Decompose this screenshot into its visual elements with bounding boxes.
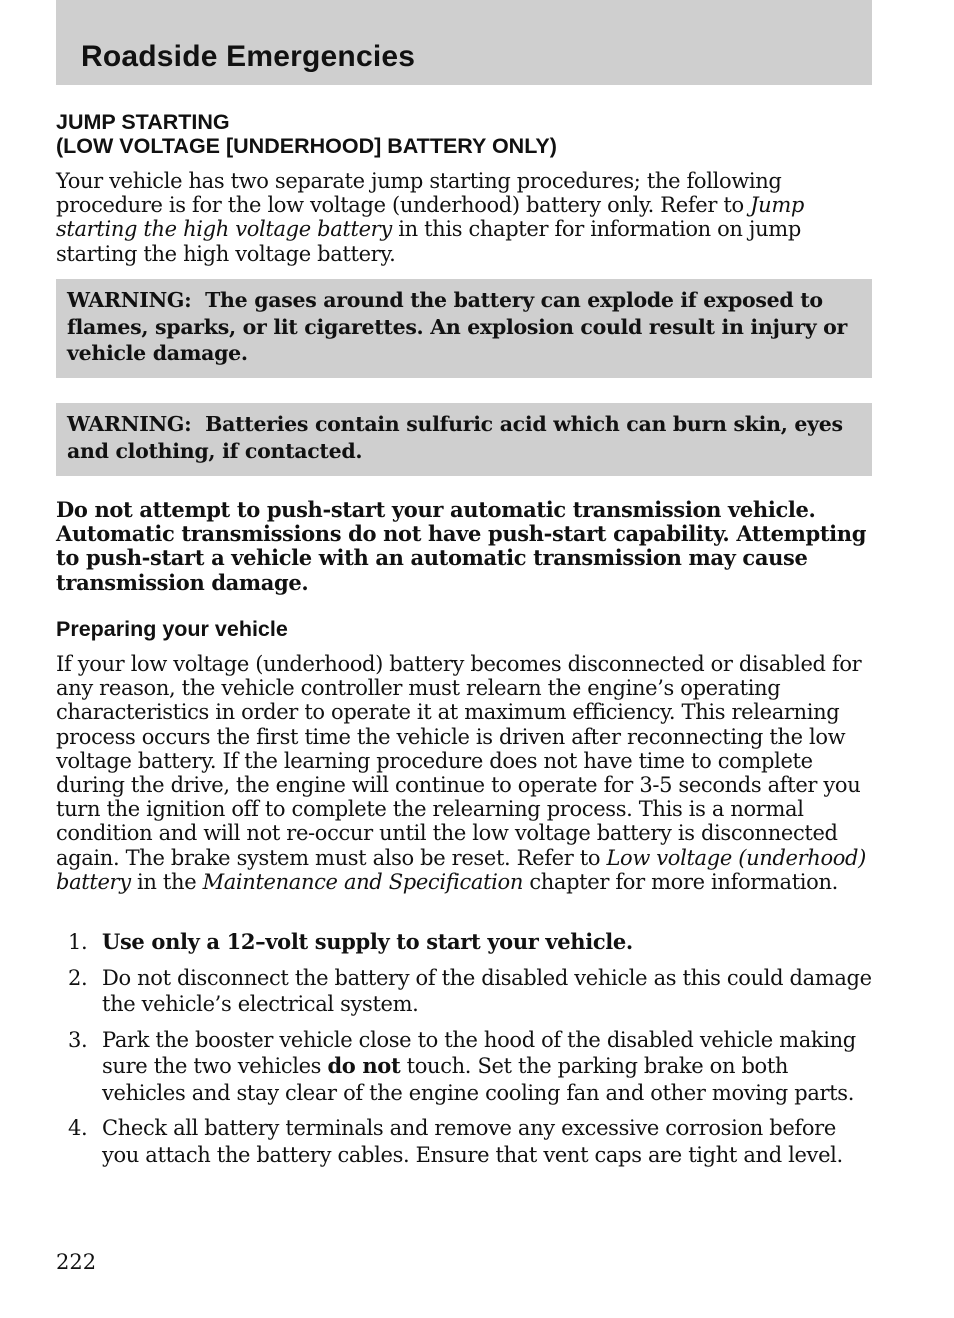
list-item (56, 1027, 876, 1107)
step-number: 1. (68, 930, 88, 954)
list-item (56, 929, 876, 956)
step-text-before: Park the booster vehicle close to the hood of the disabled vehicle making sure the two vehicles (102, 1027, 856, 1078)
page-number: 222 (56, 1250, 97, 1274)
step-emphasis: do not (327, 1053, 401, 1078)
page-title: Roadside Emergencies (81, 40, 416, 73)
warning-text: The gases around the battery can explode if exposed to flames, sparks, or lit cigarettes. An explosion could result in injury or vehicle damage. (67, 288, 848, 365)
step-text: Use only a 12–volt supply to start your vehicle. (102, 929, 633, 954)
section-heading-line-2: (LOW VOLTAGE [UNDERHOOD] BATTERY ONLY) (56, 134, 557, 158)
intro-text-1: Your vehicle has two separate jump starting procedures; the following procedure is for the low voltage (underhood) battery only. Refer to (56, 169, 782, 218)
header-band (56, 0, 872, 85)
intro-text-2: in this chapter for information on jump starting the high voltage battery. (56, 217, 801, 266)
warning-box-acid (56, 403, 872, 476)
list-item (56, 965, 876, 1018)
preparing-reference-1: Low voltage (underhood) battery (56, 845, 866, 894)
step-text-after: touch. Set the parking brake on both vehicles and stay clear of the engine cooling fan and other moving parts. (102, 1054, 855, 1105)
section-heading-line-1: JUMP STARTING (56, 110, 230, 134)
preparing-text-2: in the (130, 869, 203, 894)
intro-paragraph (56, 169, 876, 266)
step-text: Do not disconnect the battery of the disabled vehicle as this could damage the vehicle’s electrical system. (102, 965, 872, 1016)
push-start-notice: Do not attempt to push-start your automatic transmission vehicle. Automatic transmissions do not have push-start capability. Attempting to push-start a vehicle with an automatic transmission may cause transmission damage. (56, 497, 867, 595)
preparing-reference-2: Maintenance and Specification (202, 869, 523, 894)
step-number: 4. (68, 1116, 88, 1140)
steps-list (56, 929, 876, 1177)
step-number: 3. (68, 1027, 88, 1052)
warning-text: Batteries contain sulfuric acid which can burn skin, eyes and clothing, if contacted. (67, 412, 843, 463)
preparing-text-3: chapter for more information. (523, 869, 838, 894)
preparing-text-1: If your low voltage (underhood) battery becomes disconnected or disabled for any reason, the vehicle controller must relearn the engine’s operating characteristics in order to operate it at maximum efficiency. This relearning process occurs the first time the vehicle is driven after reconnecting the low voltage battery. If the learning procedure does not have time to complete during the drive, the engine will continue to operate for 3-5 seconds after you turn the ignition off to complete the relearning process. This is a normal condition and will not re-occur until the low voltage battery is disconnected again. The brake system must also be reset. Refer to (56, 652, 862, 870)
subsection-heading: Preparing your vehicle (56, 617, 288, 641)
warning-box-explosion (56, 279, 872, 378)
preparing-paragraph (56, 652, 876, 894)
list-item (56, 1115, 876, 1168)
section-heading (56, 110, 557, 158)
warning-label: WARNING: (67, 288, 192, 312)
warning-label: WARNING: (67, 412, 192, 436)
intro-reference: Jump starting the high voltage battery (56, 193, 804, 242)
step-text: Check all battery terminals and remove any excessive corrosion before you attach the battery cables. Ensure that vent caps are tight and level. (102, 1116, 843, 1167)
step-number: 2. (68, 965, 88, 990)
